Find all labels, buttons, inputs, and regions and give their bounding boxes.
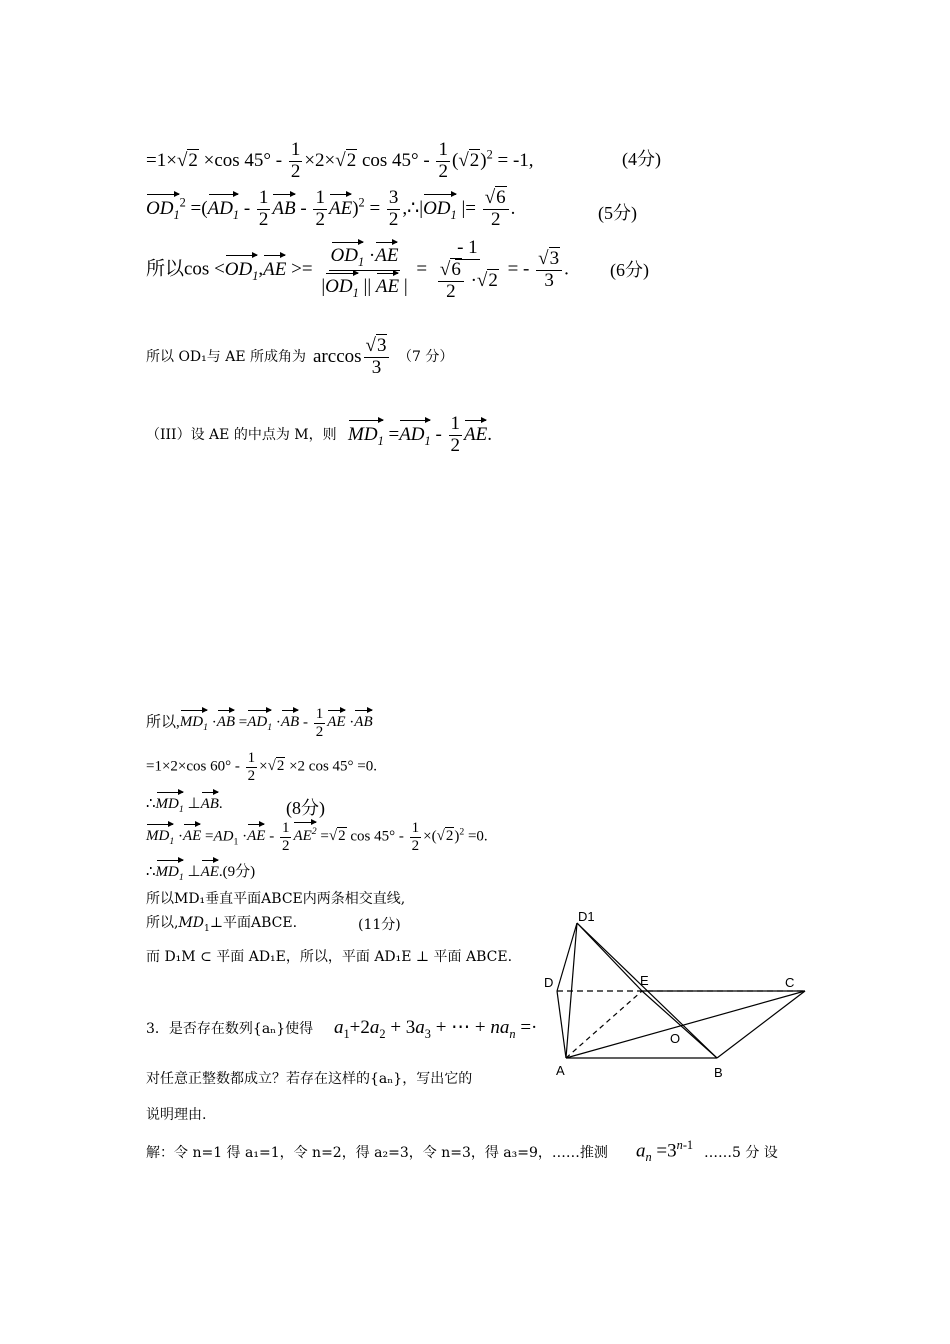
edge-b-c — [717, 991, 805, 1058]
perpendicular-statement: 所以MD₁垂直平面ABCE内两条相交直线, — [146, 891, 406, 907]
edge-d-a — [557, 991, 566, 1058]
equation-line-9: $MD_1 \cdot AE =AD_1 \cdot AE$ - $\frac{1}{2}$ $AE^2 =√2$ cos 45° - $\frac{1}{2}$ $\times(√2)^2 =0$. — [146, 820, 488, 854]
score-7: （7 分） — [398, 349, 454, 365]
prefix-so-2: 所以, — [146, 915, 179, 931]
edge-d1-e — [577, 923, 642, 991]
plane-abce: ⊥平面ABCE. — [209, 915, 298, 931]
part-iii-text: （III）设 AE 的中点为 M，则 — [146, 427, 337, 443]
arccos-label: arccos — [313, 345, 362, 367]
score-11: (11分) — [358, 917, 401, 933]
label-b: B — [714, 1065, 723, 1080]
equation-line-7: =1×2×cos 60° - $\frac{1}{2}$ ×√2 ×2 cos 45° =0. — [146, 750, 377, 784]
angle-text: 所以 OD₁与 AE 所成角为 — [146, 349, 306, 365]
cos-prefix: 所以cos — [146, 258, 210, 280]
conclusion-line: 所以$,MD_1\perp$平面ABCE. — [146, 915, 298, 934]
label-a: A — [556, 1063, 565, 1078]
prefix-so: 所以, — [146, 714, 180, 731]
score-6: (6分) — [610, 260, 649, 280]
solution-line: 解：令 n=1 得 a₁=1，令 n=2，得 a₂=3，令 n=3，得 a₃=9，……推测 — [146, 1145, 608, 1161]
question-3-line-2: 对任意正整数都成立？若存在这样的{aₙ}，写出它的 — [146, 1071, 473, 1087]
equation-md1: $MD_1 =AD_1$ - $\frac{1}{2}$ AE. — [348, 413, 492, 456]
edge-a-c — [566, 991, 805, 1058]
label-d1: D1 — [578, 909, 595, 924]
equation-line-6: 所以$,MD_1 \cdot AB =AD_1 \cdot AB$ - $\frac{1}{2}$ AE ·AB — [146, 706, 373, 740]
equation-line-10: $\therefore MD_1$ ⊥AE.(9分) — [146, 858, 255, 883]
label-d: D — [544, 975, 554, 990]
score-8: (8分) — [286, 798, 325, 818]
geometry-figure — [530, 905, 820, 1085]
label-c: C — [785, 975, 795, 990]
label-e: E — [640, 973, 649, 988]
plane-conclusion: 而 D₁M ⊂ 平面 AD₁E，所以，平面 AD₁E ⊥ 平面 ABCE. — [146, 949, 513, 965]
equation-line-3: 所以$\cos <OD_1,AE$ >= $\frac{OD_1 \cdot AE}{|OD_1 || AE |}$ = - 1 $\frac{√6}{2}$ ·√2 = - $\frac{√3}{3}$ . — [146, 237, 569, 302]
question-3-line-3: 说明理由. — [146, 1107, 207, 1123]
question-3-equation: $a_1+2a_2 + 3a_3$ + ⋯ + $na_n$ =· — [334, 1017, 538, 1041]
score-4: (4分) — [622, 149, 661, 169]
equation-line-1: =1×√2 ×cos 45° - $\frac{1}{2}$ ×2×√2 cos 45° - $\frac{1}{2}$ $(√2)^2 = -1$, — [146, 139, 534, 182]
equation-line-2: $OD_1^2 =(AD_1$ - $\frac{1}{2}$ AB - $\frac{1}{2}$ AE)$^2$ = $\frac{3}{2}$ $,\therefore|OD_1$ |= $\frac{√6}{2}$ . — [146, 187, 516, 230]
solution-formula: $a_n =3^{n-1}$ — [636, 1138, 694, 1165]
equation-line-8: $\therefore MD_1$ ⊥AB. — [146, 790, 223, 815]
solution-tail: ……5 分 设 — [704, 1145, 778, 1161]
arccos-expression: arccos $\frac{√3}{3}$ — [313, 336, 391, 379]
score-5: (5分) — [598, 203, 637, 223]
label-o: O — [670, 1031, 681, 1046]
question-3-line-1: 3．是否存在数列{aₙ}使得 — [146, 1021, 314, 1037]
edge-e-b — [642, 991, 717, 1058]
score-9: (9分) — [222, 864, 256, 880]
